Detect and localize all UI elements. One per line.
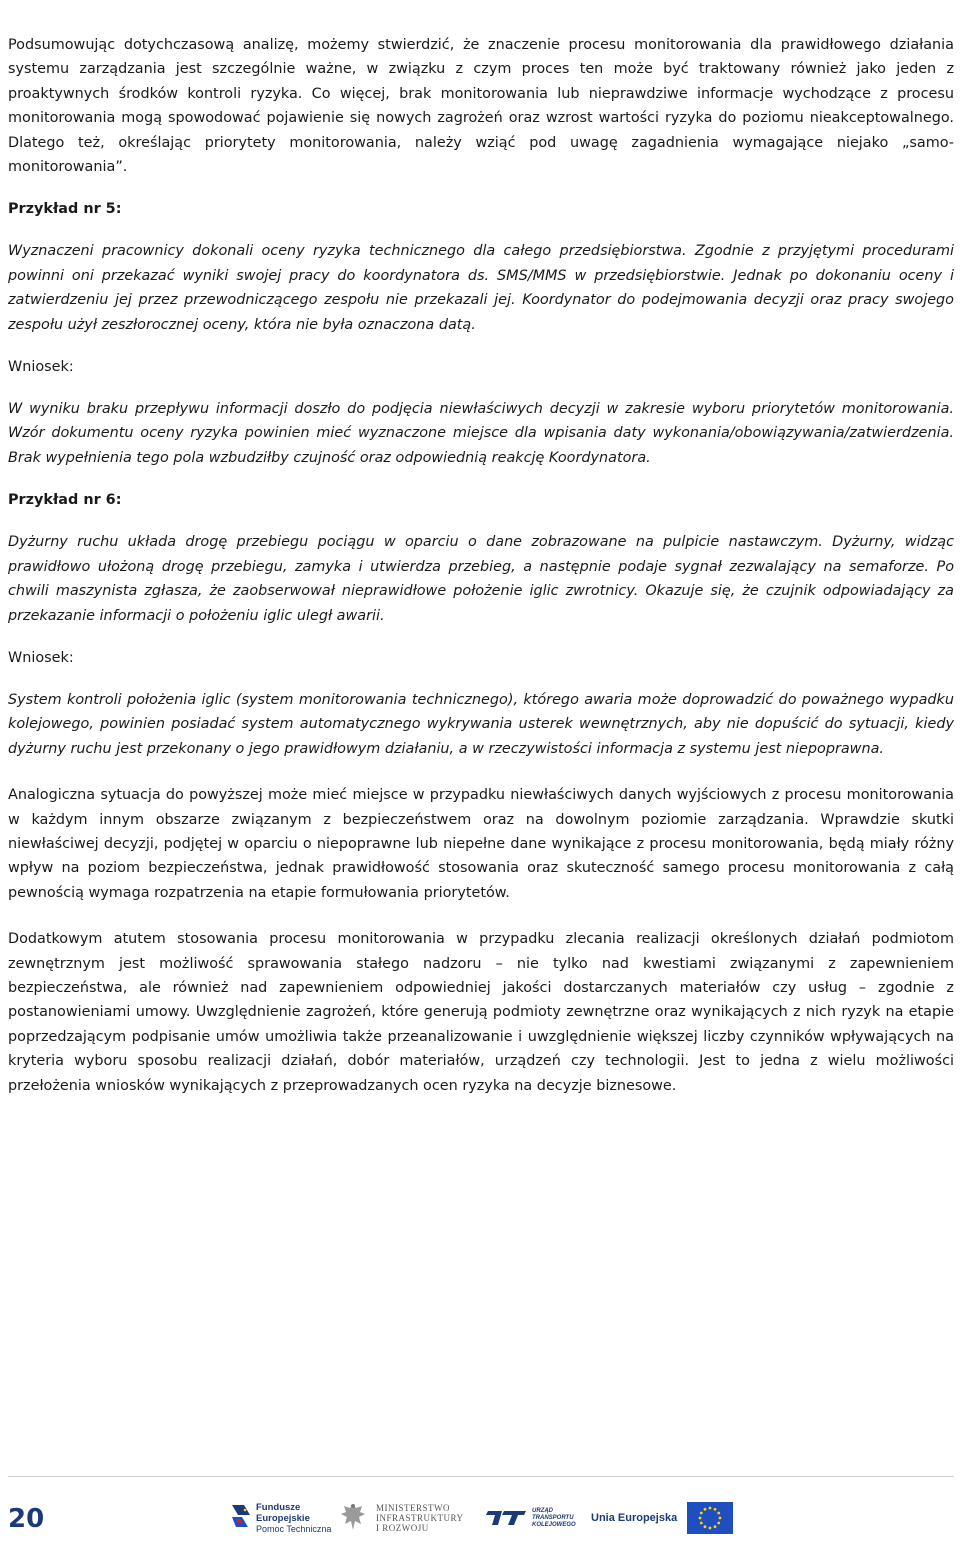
example-5-text: Wyznaczeni pracownicy dokonali oceny ryzyka technicznego dla całego przedsiębiorstwa. Zgodnie z przyjętymi procedurami powinni oni przekazać wyniki swojej pracy do koordynatora ds. SMS/MMS w przedsiębiorstwie. Jednak po dokonaniu oceny i zatwierdzeniu jej przez przewodniczącego zespołu nie przekazali jej. Koordynator do podejmowania decyzji oraz pracy swojego zespołu użył zeszłorocznej oceny, która nie była oznaczona datą. [8,243,954,333]
conclusion-6-label: Wniosek: [8,649,74,666]
footer-divider [8,1476,954,1477]
additional-advantage-paragraph: Dodatkowym atutem stosowania procesu monitorowania w przypadku zlecania realizacji określonych działań podmiotom zewnętrznym jest możliwość sprawowania stałego nadzoru – nie tylko nad kwestiami związanymi z zapewnieniem bezpieczeństwa, ale również nad zapewnieniem odpowiedniej jakości dostarczanych materiałów czy usług – zgodnie z postanowieniami umowy. Uwzględnienie zagrożeń, które generują podmioty zewnętrzne oraz wynikających z nich ryzyk na etapie poprzedzającym podpisanie umów umożliwia także przeanalizowanie i uwzględnienie większej liczby czynników wpływających na kryteria wyboru sposobu realizacji działań, dobór materiałów, urządzeń czy technologii. Jest to jedna z wielu możliwości przełożenia wniosków wynikających z przeprowadzanych ocen ryzyka na decyzje biznesowe. [8,931,954,1094]
page-content [8,33,954,1098]
ministerstwo-text [376,1503,464,1533]
fe-text [256,1502,331,1534]
utk-logo [484,1498,576,1538]
example-6-text: Dyżurny ruchu układa drogę przebiegu pociągu w oparciu o dane zobrazowane na pulpicie nastawczym. Dyżurny, widząc prawidłowo ułożoną drogę przebiegu, zamyka i utwierdza przebieg, a następnie podaje sygnał zezwalający na semaforze. Po chwili maszynista zgłasza, że zaobserwował nieprawidłowe położenie iglic zwrotnicy. Okazuje się, że czujnik odpowiadający za przekazanie informacji o położeniu iglic uległ awarii. [8,534,954,624]
eu-flag-icon [687,1502,733,1534]
utk-text [532,1508,576,1529]
intro-paragraph: Podsumowując dotychczasową analizę, możemy stwierdzić, że znaczenie procesu monitorowania dla prawidłowego działania systemu zarządzania jest szczególnie ważne, w związku z czym proces ten może być traktowany również jako jeden z proaktywnych środków kontroli ryzyka. Co więcej, brak monitorowania lub nieprawdziwe informacje wychodzące z procesu monitorowania mogą spowodować pojawienie się nowych zagrożeń oraz wzrost wartości ryzyka do poziomu nieakceptowalnego. Dlatego też, określając priorytety monitorowania, należy wziąć pod uwagę zagadnienia wymagające niejako „samo-monitorowania”. [8,37,954,176]
analogy-paragraph: Analogiczna sytuacja do powyższej może mieć miejsce w przypadku niewłaściwych danych wyjściowych z procesu monitorowania w każdym innym obszarze związanym z bezpieczeństwem oraz na dowolnym poziomie zarządzania. Wprawdzie skutki niewłaściwej decyzji, podjętej w oparciu o niepoprawne lub niepełne dane wynikające z procesu monitorowania, będą miały różny wpływ na poziom bezpieczeństwa, jednak prawidłowość stosowania oraz skuteczność samego procesu monitorowania z całą pewnością wymaga rozpatrzenia na etapie formułowania priorytetów. [8,787,954,901]
fe-line2: Europejskie [256,1513,310,1524]
fe-line3: Pomoc Techniczna [256,1524,332,1534]
min-line3: I ROZWOJU [376,1523,429,1533]
conclusion-5-label: Wniosek: [8,359,74,376]
example-5-heading: Przykład nr 5: [8,201,122,218]
conclusion-6-text: System kontroli położenia iglic (system monitorowania technicznego), którego awaria może doprowadzić do poważnego wypadku kolejowego, powinien posiadać system automatycznego wykrywania usterek wewnętrznych, aby nie dopuścić do sytuacji, kiedy dyżurny ruchu jest przekonany o jego prawidłowym działaniu, a w rzeczywistości informacja z systemu jest niepoprawna. [8,691,954,757]
unia-europejska-logo [591,1498,733,1538]
conclusion-5-text: W wyniku braku przepływu informacji doszło do podjęcia niewłaściwych decyzji w zakresie wyboru priorytetów monitorowania. Wzór dokumentu oceny ryzyka powinien mieć wyznaczone miejsce dla wpisania daty wykonania/obowiązywania/zatwierdzenia. Brak wypełnienia tego pola wzbudziłby czujność oraz odpowiednią reakcję Koordynatora. [8,401,954,466]
utk-mark-icon [484,1507,528,1529]
eagle-emblem-icon [338,1500,368,1536]
example-6-heading: Przykład nr 6: [8,492,122,509]
min-line2: INFRASTRUKTURY [376,1513,464,1523]
utk-line1: URZĄD [532,1507,553,1514]
utk-line2: TRANSPORTU [532,1514,574,1521]
min-line1: MINISTERSTWO [376,1503,450,1513]
fe-flag-icon [230,1501,252,1535]
fundusze-europejskie-logo [230,1498,331,1538]
page-number: 20 [8,1504,45,1534]
ue-label: Unia Europejska [591,1512,678,1524]
utk-line3: KOLEJOWEGO [532,1521,576,1528]
ministerstwo-logo [338,1498,464,1538]
fe-line1: Fundusze [256,1502,301,1513]
